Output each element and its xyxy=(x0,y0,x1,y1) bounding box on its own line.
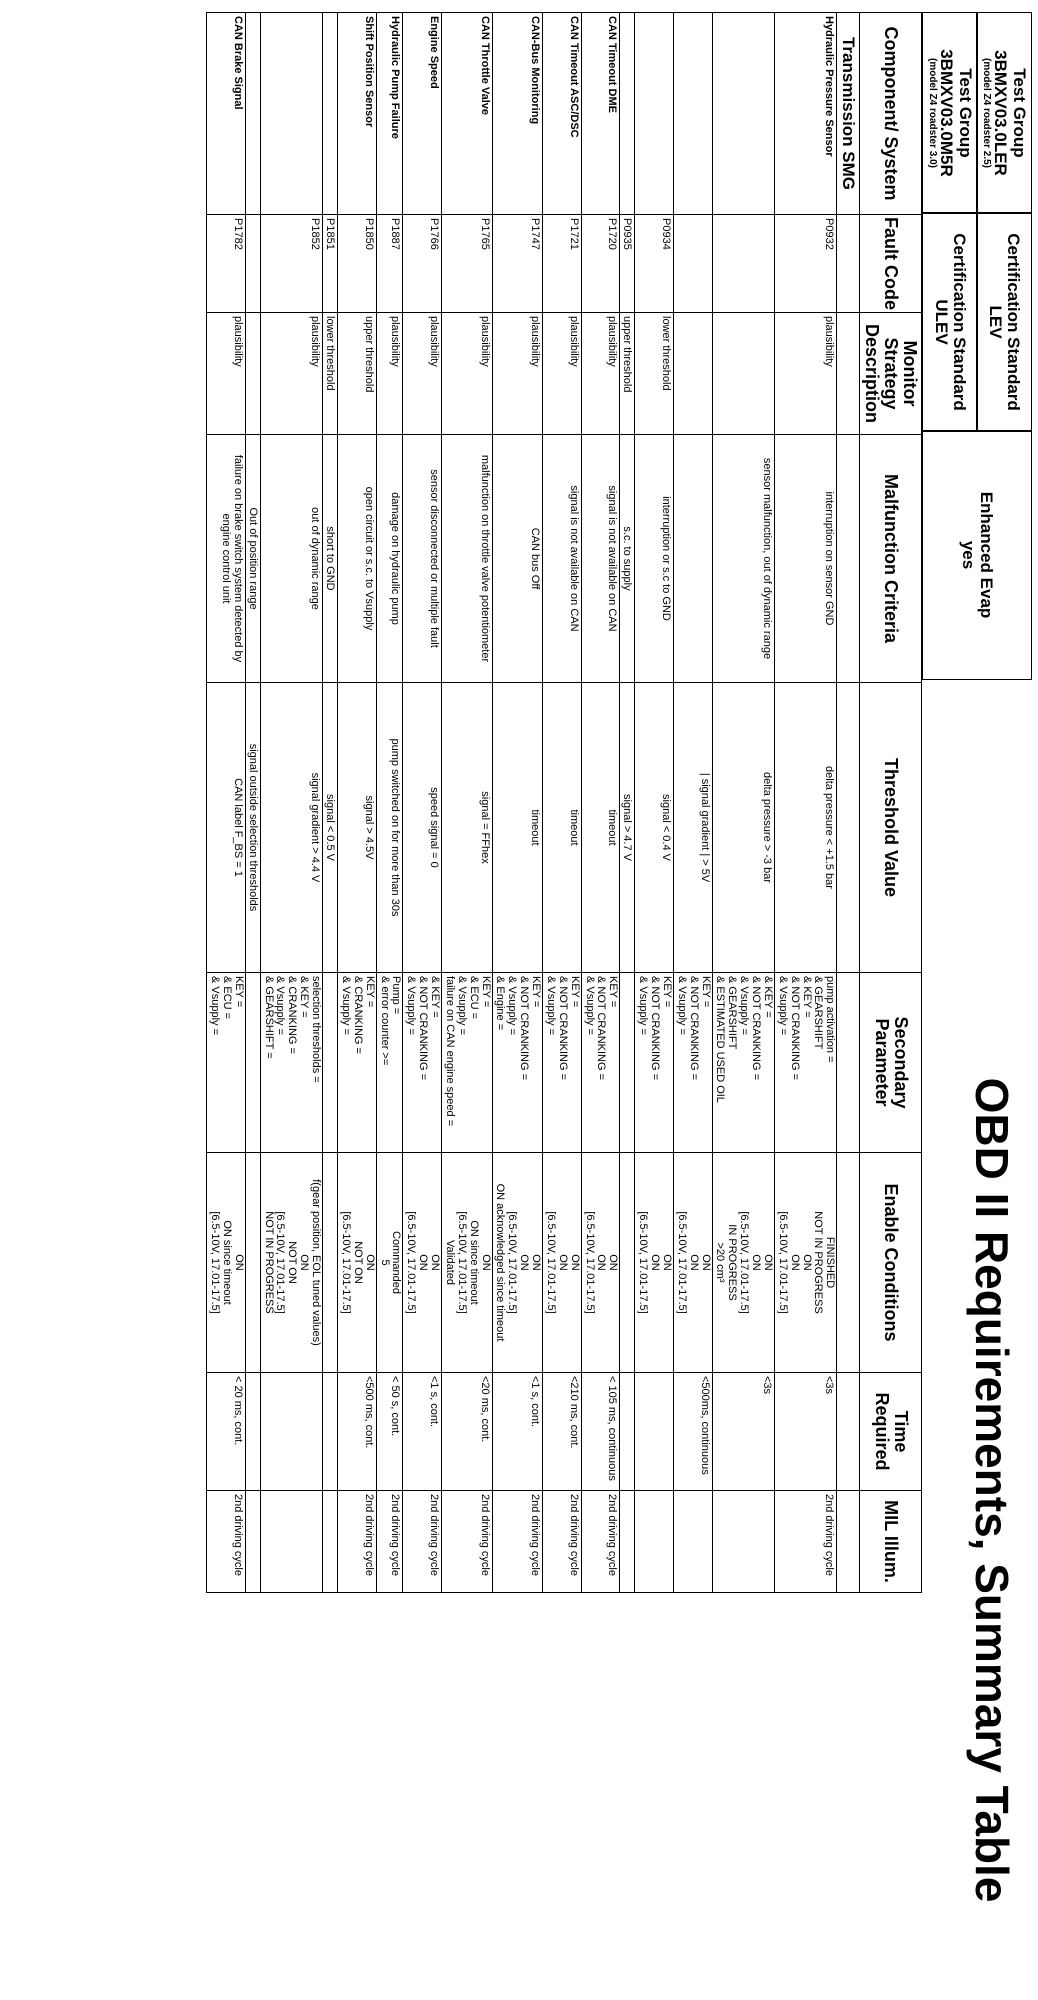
cell-threshold: delta pressure > -3 bar xyxy=(712,683,774,973)
cert-standard-lev-box xyxy=(976,212,1032,432)
enable-line: ON xyxy=(429,1254,442,1271)
enhanced-evap-box xyxy=(922,430,1032,680)
cell-threshold: signal > 4.7 V xyxy=(620,683,635,973)
secondary-line: & NOT CRANKING = xyxy=(788,976,801,1081)
cell-fault-code: P1720 xyxy=(581,215,620,313)
secondary-line: & GEARSHIFT xyxy=(726,976,739,1050)
cell-component: CAN Timeout ASC/DSC xyxy=(543,13,582,215)
cell-component: CAN Timeout DME xyxy=(581,13,620,215)
secondary-line: & NOT CRANKING = xyxy=(750,976,763,1081)
cell-time: < 20 ms, cont. xyxy=(207,1373,246,1491)
secondary-line: & ECU = xyxy=(467,976,480,1020)
enable-line: ON xyxy=(687,1254,700,1271)
cell-enable xyxy=(245,1153,260,1373)
test-group-2-code: 3BMXV03.0M5R xyxy=(937,49,957,177)
evap-label: Enhanced Evap xyxy=(977,491,997,619)
enable-line: ON xyxy=(595,1254,608,1271)
cell-malfunction: signal is not available on CAN xyxy=(581,435,620,683)
cell-component xyxy=(323,13,338,215)
cell-fault-code xyxy=(712,215,774,313)
secondary-line: & Vsupply = xyxy=(405,976,418,1036)
enable-line: f(gear position, EOL tuned values) xyxy=(310,1179,323,1346)
secondary-line: & Vsupply = xyxy=(738,976,751,1036)
cell-threshold: signal outside selection thresholds xyxy=(245,683,260,973)
cell-component: Hydraulic Pressure Sensor xyxy=(774,13,836,215)
cert-value-2: ULEV xyxy=(932,299,951,345)
enable-line: NOT ON xyxy=(286,1241,299,1284)
cell-component xyxy=(245,13,260,215)
table-row xyxy=(673,13,712,1593)
cell-fault-code: P0935 xyxy=(620,215,635,313)
test-group-2-label: Test Group xyxy=(955,68,975,158)
cell-mil: 2nd driving cycle xyxy=(543,1491,582,1593)
enable-line: ON xyxy=(479,1254,492,1271)
enable-line: FINISHED xyxy=(824,1236,837,1289)
secondary-line: & KEY = xyxy=(800,976,813,1018)
enable-line: ON xyxy=(363,1254,376,1271)
enable-line: >20 cm³ xyxy=(714,1242,727,1283)
cert-standard-ulev-box xyxy=(922,212,978,432)
table-row xyxy=(403,13,442,1593)
cell-mil xyxy=(260,1491,322,1593)
cell-enable xyxy=(403,1153,442,1373)
table-row xyxy=(492,13,543,1593)
cell-threshold: delta pressure < +1.5 bar xyxy=(774,683,836,973)
cell-enable xyxy=(376,1153,403,1373)
cell-component: CAN Brake Signal xyxy=(207,13,246,215)
cell-enable xyxy=(492,1153,543,1373)
enable-line: [6.5-10V, 17.01-17.5] xyxy=(776,1211,789,1314)
table-row xyxy=(620,13,635,1593)
cell-time: <210 ms, cont. xyxy=(543,1373,582,1491)
cell-mil xyxy=(323,1491,338,1593)
table-row xyxy=(774,13,836,1593)
cell-enable xyxy=(338,1153,377,1373)
cell-fault-code: P1887 xyxy=(376,215,403,313)
table-row xyxy=(207,13,246,1593)
secondary-line: failure on CAN engine speed = xyxy=(443,976,456,1127)
obd-summary-table xyxy=(206,12,922,1593)
enable-line: NOT IN PROGRESS xyxy=(812,1211,825,1314)
enable-line: [6.5-10V, 17.01-17.5] xyxy=(583,1211,596,1314)
secondary-line: & NOT CRANKING = xyxy=(595,976,608,1081)
cell-fault-code: P1850 xyxy=(338,215,377,313)
cell-component xyxy=(635,13,674,215)
enable-line: ON xyxy=(298,1254,311,1271)
cell-monitor: plausibility xyxy=(492,313,543,435)
test-group-1-model: (model Z4 roadster 2.5) xyxy=(981,57,993,169)
cell-monitor: plausibility xyxy=(260,313,322,435)
cell-fault-code: P1747 xyxy=(492,215,543,313)
table-row xyxy=(635,13,674,1593)
cell-fault-code xyxy=(673,215,712,313)
table-row xyxy=(245,13,260,1593)
cell-mil xyxy=(673,1491,712,1593)
cell-monitor: plausibility xyxy=(403,313,442,435)
table-row xyxy=(323,13,338,1593)
col-time-required: Time Required xyxy=(860,1373,922,1491)
enable-line: [6.5-10V, 17.01-17.5] xyxy=(637,1211,650,1314)
cell-fault-code: P1765 xyxy=(442,215,493,313)
test-group-label: Test Group xyxy=(1009,68,1029,158)
cell-time xyxy=(260,1373,322,1491)
cell-malfunction: signal is not available on CAN xyxy=(543,435,582,683)
cell-enable xyxy=(442,1153,493,1373)
cell-fault-code: P0934 xyxy=(635,215,674,313)
secondary-line: & KEY = xyxy=(298,976,311,1018)
cell-malfunction: s.c. to supply xyxy=(620,435,635,683)
table-row xyxy=(376,13,403,1593)
cell-malfunction: sensor disconnected or multiple fault xyxy=(403,435,442,683)
cell-secondary xyxy=(207,973,246,1153)
cell-mil xyxy=(620,1491,635,1593)
cell-secondary xyxy=(774,973,836,1153)
secondary-line: & NOT CRANKING = xyxy=(649,976,662,1081)
cell-fault-code: P1721 xyxy=(543,215,582,313)
cell-enable xyxy=(581,1153,620,1373)
enable-line: ON acknowledged since timeout xyxy=(494,1183,507,1342)
cell-enable xyxy=(774,1153,836,1373)
test-group-2-model: (model Z4 roadster 3.0) xyxy=(927,57,939,169)
cell-secondary xyxy=(260,973,322,1153)
cell-threshold: signal < 0.4 V xyxy=(635,683,674,973)
cell-threshold: CAN label F_BS = 1 xyxy=(207,683,246,973)
secondary-line: & ECU = xyxy=(220,976,233,1020)
cell-time: <500ms, continuous xyxy=(673,1373,712,1491)
cell-monitor xyxy=(712,313,774,435)
secondary-line: KEY = xyxy=(607,976,620,1008)
secondary-line: & ESTIMATED USED OIL xyxy=(714,976,727,1103)
section-title: Transmission SMG xyxy=(837,13,860,215)
cell-component: Engine Speed xyxy=(403,13,442,215)
cell-secondary xyxy=(620,973,635,1153)
cell-time: <1 s, cont. xyxy=(403,1373,442,1491)
cell-threshold: signal gradient > 4.4 V xyxy=(260,683,322,973)
enable-line: ON xyxy=(699,1254,712,1271)
cell-component: Hydraulic Pump Failure xyxy=(376,13,403,215)
enable-line: ON xyxy=(649,1254,662,1271)
test-group-1-box xyxy=(976,12,1032,214)
cell-time: <500 ms, cont. xyxy=(338,1373,377,1491)
table-row xyxy=(543,13,582,1593)
secondary-line: KEY = xyxy=(232,976,245,1008)
cell-enable xyxy=(260,1153,322,1373)
cell-secondary xyxy=(712,973,774,1153)
secondary-line: & KEY = xyxy=(429,976,442,1018)
cell-threshold: signal > 4.5V xyxy=(338,683,377,973)
cell-fault-code xyxy=(245,215,260,313)
cell-mil xyxy=(712,1491,774,1593)
secondary-line: & Vsupply = xyxy=(274,976,287,1036)
cell-secondary xyxy=(635,973,674,1153)
cell-fault-code: P1852 xyxy=(260,215,322,313)
col-fault-code: Fault Code xyxy=(860,215,922,313)
secondary-line: & GEARSHIFT xyxy=(812,976,825,1050)
section-row xyxy=(837,13,860,1593)
cell-malfunction: short to GND xyxy=(323,435,338,683)
cell-threshold: timeout xyxy=(581,683,620,973)
cell-component: Shift Position Sensor xyxy=(338,13,377,215)
enable-line: ON xyxy=(788,1254,801,1271)
enable-line: ON xyxy=(761,1254,774,1271)
enable-line: [6.5-10V, 17.01-17.5] xyxy=(208,1211,221,1314)
secondary-line: KEY = xyxy=(363,976,376,1008)
cell-component: CAN Throttle Valve xyxy=(442,13,493,215)
enable-line: ON xyxy=(800,1254,813,1271)
cell-malfunction: sensor malfunction, out of dynamic range xyxy=(712,435,774,683)
col-malfunction-criteria: Malfunction Criteria xyxy=(860,435,922,683)
enable-line: [6.5-10V, 17.01-17.5] xyxy=(274,1211,287,1314)
col-secondary-parameter: Secondary Parameter xyxy=(860,973,922,1153)
cell-mil xyxy=(245,1491,260,1593)
cell-time: <20 ms, cont. xyxy=(442,1373,493,1491)
enable-line: [6.5-10V, 17.01-17.5] xyxy=(738,1211,751,1314)
cell-threshold: timeout xyxy=(492,683,543,973)
cell-fault-code: P0932 xyxy=(774,215,836,313)
enable-line: ON xyxy=(518,1254,531,1271)
enable-line: Commanded xyxy=(390,1231,403,1294)
cell-secondary xyxy=(245,973,260,1153)
cell-malfunction: failure on brake switch system detected by engine control unit xyxy=(207,435,246,683)
cert-value-1: LEV xyxy=(986,305,1005,339)
enable-line: ON since timeout xyxy=(220,1220,233,1305)
cell-enable xyxy=(673,1153,712,1373)
cell-threshold: speed signal = 0 xyxy=(403,683,442,973)
cell-secondary xyxy=(338,973,377,1153)
enable-line: ON xyxy=(750,1254,763,1271)
cell-monitor: plausibility xyxy=(581,313,620,435)
secondary-line: & Vsupply = xyxy=(637,976,650,1036)
test-group-2-box xyxy=(922,12,978,214)
cell-time xyxy=(620,1373,635,1491)
cell-mil: 2nd driving cycle xyxy=(492,1491,543,1593)
enable-line: ON xyxy=(530,1254,543,1271)
cell-monitor xyxy=(673,313,712,435)
test-group-1-code: 3BMXV03.0LER xyxy=(991,50,1011,176)
cert-label-2: Certification Standard xyxy=(950,233,970,411)
cell-monitor: lower threshold xyxy=(635,313,674,435)
cell-mil: 2nd driving cycle xyxy=(442,1491,493,1593)
cell-mil: 2nd driving cycle xyxy=(207,1491,246,1593)
secondary-line: & Vsupply = xyxy=(583,976,596,1036)
cell-monitor: plausibility xyxy=(376,313,403,435)
cell-time: < 50 s, cont. xyxy=(376,1373,403,1491)
secondary-line: & Vsupply = xyxy=(675,976,688,1036)
secondary-line: & Vsupply = xyxy=(506,976,519,1036)
cell-fault-code: P1851 xyxy=(323,215,338,313)
cell-malfunction: open circuit or s.c. to Vsupply xyxy=(338,435,377,683)
cell-malfunction: Out of position range xyxy=(245,435,260,683)
cell-time xyxy=(635,1373,674,1491)
cell-monitor: plausibility xyxy=(442,313,493,435)
col-mil-illum: MIL Illum. xyxy=(860,1491,922,1593)
secondary-line: KEY = xyxy=(530,976,543,1008)
secondary-line: & GEARSHIFT = xyxy=(262,976,275,1059)
cell-mil xyxy=(635,1491,674,1593)
table-row xyxy=(338,13,377,1593)
cell-threshold: signal < 0.5 V xyxy=(323,683,338,973)
cell-malfunction: out of dynamic range xyxy=(260,435,322,683)
cell-malfunction xyxy=(673,435,712,683)
enable-line: [6.5-10V, 17.01-17.5] xyxy=(675,1211,688,1314)
cell-time: < 105 ms, continuous xyxy=(581,1373,620,1491)
enable-line: ON xyxy=(607,1254,620,1271)
enable-line: 5 xyxy=(378,1259,391,1266)
cell-malfunction: malfunction on throttle valve potentiometer xyxy=(442,435,493,683)
cert-label-1: Certification Standard xyxy=(1004,233,1024,411)
secondary-line: & Vsupply = xyxy=(208,976,221,1036)
table-body xyxy=(207,13,860,1593)
header-block xyxy=(922,12,1032,974)
enable-line: ON xyxy=(568,1254,581,1271)
enable-line: ON since timeout xyxy=(467,1220,480,1305)
secondary-line: & NOT CRANKING = xyxy=(556,976,569,1081)
cell-secondary xyxy=(403,973,442,1153)
cell-enable xyxy=(323,1153,338,1373)
cell-enable xyxy=(207,1153,246,1373)
cell-monitor: plausibility xyxy=(543,313,582,435)
secondary-line: & NOT CRANKING = xyxy=(417,976,430,1081)
secondary-line: & Engine = xyxy=(494,976,507,1031)
enable-line: [6.5-10V, 17.01-17.5] xyxy=(544,1211,557,1314)
cell-component: CAN-Bus Monitoring xyxy=(492,13,543,215)
cell-time: <3s xyxy=(712,1373,774,1491)
enable-line: NOT ON xyxy=(351,1241,364,1284)
table-row xyxy=(442,13,493,1593)
cell-malfunction: interruption on sensor GND xyxy=(774,435,836,683)
cell-enable xyxy=(635,1153,674,1373)
secondary-line: & CRANKING = xyxy=(351,976,364,1054)
cell-mil: 2nd driving cycle xyxy=(581,1491,620,1593)
column-header-row xyxy=(860,13,922,1593)
cell-monitor: plausibility xyxy=(774,313,836,435)
cell-monitor: upper threshold xyxy=(338,313,377,435)
cell-component xyxy=(620,13,635,215)
enable-line: ON xyxy=(232,1254,245,1271)
enable-line: ON xyxy=(417,1254,430,1271)
secondary-line: & error counter >= xyxy=(378,976,391,1066)
enable-line: ON xyxy=(660,1254,673,1271)
cell-monitor xyxy=(245,313,260,435)
cell-monitor: upper threshold xyxy=(620,313,635,435)
cell-mil: 2nd driving cycle xyxy=(338,1491,377,1593)
enable-line: [6.5-10V, 17.01-17.5] xyxy=(339,1211,352,1314)
enable-line: [6.5-10V, 17.01-17.5] xyxy=(405,1211,418,1314)
evap-value: yes xyxy=(959,540,978,570)
enable-line: [6.5-10V, 17.01-17.5] xyxy=(455,1211,468,1314)
cell-mil: 2nd driving cycle xyxy=(774,1491,836,1593)
cell-time: <3s xyxy=(774,1373,836,1491)
cell-fault-code: P1766 xyxy=(403,215,442,313)
cell-threshold: pump switched on for more than 30s xyxy=(376,683,403,973)
cell-malfunction: interruption or s.c to GND xyxy=(635,435,674,683)
cell-enable xyxy=(543,1153,582,1373)
enable-line: [6.5-10V, 17.01-17.5] xyxy=(506,1211,519,1314)
cell-threshold: | signal gradient | > 5V xyxy=(673,683,712,973)
cell-malfunction: CAN bus Off xyxy=(492,435,543,683)
enable-line: NOT IN PROGRESS xyxy=(262,1211,275,1314)
cell-threshold: signal = FFhex xyxy=(442,683,493,973)
cell-time: <1 s, cont. xyxy=(492,1373,543,1491)
col-enable-conditions: Enable Conditions xyxy=(860,1153,922,1373)
cell-secondary xyxy=(543,973,582,1153)
cell-secondary xyxy=(492,973,543,1153)
cell-component xyxy=(260,13,322,215)
secondary-line: KEY = xyxy=(699,976,712,1008)
secondary-line: KEY = xyxy=(660,976,673,1008)
cell-secondary xyxy=(673,973,712,1153)
secondary-line: KEY = xyxy=(568,976,581,1008)
secondary-line: & Vsupply = xyxy=(544,976,557,1036)
enable-line: Validated xyxy=(443,1239,456,1286)
cell-mil: 2nd driving cycle xyxy=(376,1491,403,1593)
secondary-line: & CRANKING = xyxy=(286,976,299,1054)
cell-time xyxy=(323,1373,338,1491)
table-row xyxy=(581,13,620,1593)
cell-secondary xyxy=(581,973,620,1153)
cell-component xyxy=(673,13,712,215)
secondary-line: pump activation = xyxy=(824,976,837,1063)
secondary-line: & NOT CRANKING = xyxy=(518,976,531,1081)
secondary-line: & NOT CRANKING = xyxy=(687,976,700,1081)
cell-monitor: lower threshold xyxy=(323,313,338,435)
cell-secondary xyxy=(376,973,403,1153)
cell-component xyxy=(712,13,774,215)
cell-secondary xyxy=(442,973,493,1153)
secondary-line: & KEY = xyxy=(761,976,774,1018)
cell-threshold: timeout xyxy=(543,683,582,973)
secondary-line: Pump = xyxy=(390,976,403,1015)
table-row xyxy=(712,13,774,1593)
cell-mil: 2nd driving cycle xyxy=(403,1491,442,1593)
col-monitor-strategy: Monitor Strategy Description xyxy=(860,313,922,435)
col-threshold-value: Threshold Value xyxy=(860,683,922,973)
cell-fault-code: P1782 xyxy=(207,215,246,313)
enable-line: ON xyxy=(556,1254,569,1271)
table-row xyxy=(260,13,322,1593)
secondary-line: & Vsupply = xyxy=(339,976,352,1036)
cell-time xyxy=(245,1373,260,1491)
secondary-line: & Vsupply = xyxy=(455,976,468,1036)
cell-monitor: plausibility xyxy=(207,313,246,435)
secondary-line: & Vsupply = xyxy=(776,976,789,1036)
cell-secondary xyxy=(323,973,338,1153)
enable-line: IN PROGRESS xyxy=(726,1224,739,1301)
document-title: OBD II Requirements, Summary Table xyxy=(966,1077,1018,1903)
secondary-line: KEY = xyxy=(479,976,492,1008)
cell-malfunction: damage on hydraulic pump xyxy=(376,435,403,683)
secondary-line: selection thresholds = xyxy=(310,976,323,1083)
cell-enable xyxy=(620,1153,635,1373)
col-component: Component/ System xyxy=(860,13,922,215)
cell-enable xyxy=(712,1153,774,1373)
